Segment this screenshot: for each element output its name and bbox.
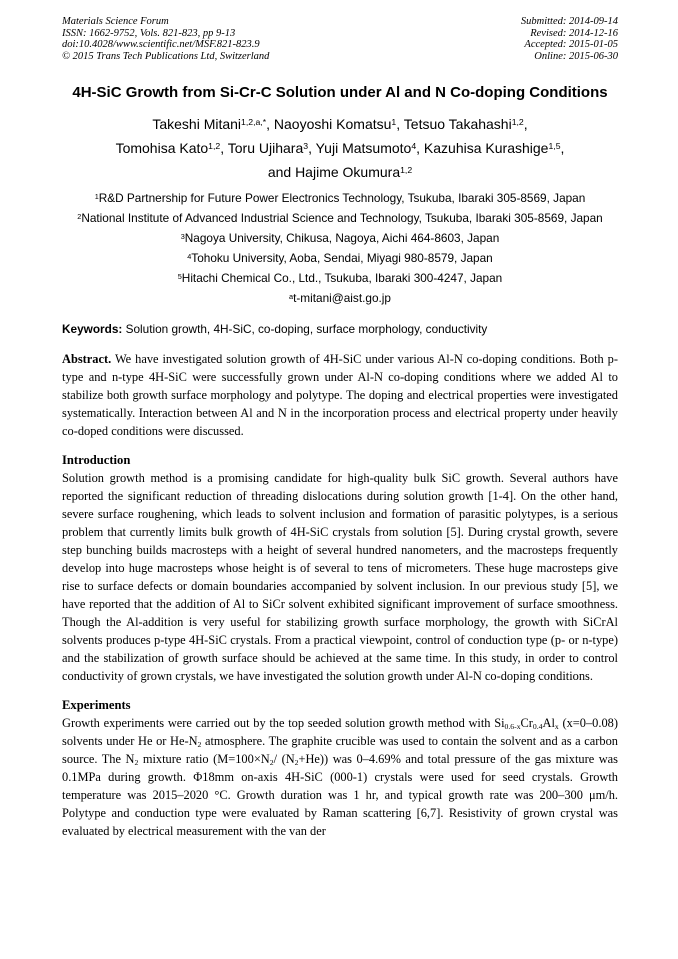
section-heading-experiments: Experiments	[62, 698, 131, 712]
keywords-line: Keywords: Solution growth, 4H-SiC, co-doping, surface morphology, conductivity	[62, 322, 488, 336]
affiliation-line: $^2$National Institute of Advanced Industrial Science and Technology, Tsukuba, Ibaraki 305-8569, Japan	[77, 211, 603, 225]
section-heading-introduction: Introduction	[62, 453, 131, 467]
journal-name: Materials Science Forum	[62, 16, 169, 27]
introduction-paragraph: Solution growth method is a promising candidate for high-quality bulk SiC growth. Several authors have reported the significant reduction of threading dislocations during solution growth [1-4]. On the other hand, severe surface roughening, which leads to solvent inclusion and formation of parasitic polytypes, is a serious problem that currently limits bulk growth of 4H-SiC crystals from solution [5]. During crystal growth, severe step bunching builds macrosteps with a height of several hundred nanometers, and the macrosteps frequently develop into huge macrosteps whose height is of several to tens of micrometers. These huge macrosteps give rise to surface defects or domain boundaries accompanied by solvent inclusion. In our previous study [5], we have reported that the addition of Al to SiCr solvent exhibited significant improvement of surface smoothness. Though the Al-addition is very useful for stabilizing growth surface morphology, the growth with SiCrAl solvents produces p-type 4H-SiC crystals. From a practical viewpoint, control of conduction type (p- or n-type) and the stabilization of growth surface should be achieved at the same time. In this study, in order to control conductivity of grown crystals, we have investigated the solution growth under Al-N co-doping conditions.	[62, 471, 618, 683]
authors-block	[62, 112, 618, 184]
paper-title: 4H-SiC Growth from Si-Cr-C Solution under Al and N Co-doping Conditions	[72, 84, 608, 101]
journal-doi: doi:10.4028/www.scientific.net/MSF.821-823.9	[62, 39, 260, 50]
affiliations-block	[62, 189, 618, 307]
author-email: $^a$t-mitani@aist.go.jp	[289, 291, 391, 305]
journal-issn-volume: ISSN: 1662-9752, Vols. 821-823, pp 9-13	[62, 27, 236, 39]
author-line: Takeshi Mitani$^{1,2,a,*}$, Naoyoshi Komatsu$^1$, Tetsuo Takahashi$^{1,2}$,	[152, 116, 528, 132]
affiliation-line: $^5$Hitachi Chemical Co., Ltd., Tsukuba, Ibaraki 300-4247, Japan	[177, 271, 503, 285]
affiliation-line: $^3$Nagoya University, Chikusa, Nagoya, Aichi 464-8603, Japan	[180, 231, 500, 245]
abstract-paragraph: Abstract. We have investigated solution growth of 4H-SiC under various Al-N co-doping conditions. Both p-type and n-type 4H-SiC were successfully grown under Al-N co-doping conditions where we added Al to stabilize both growth surface morphology and polytype. The doping and electrical properties were investigated systematically. Interaction between Al and N in the incorporation process and electrical property under heavily co-doped conditions were discussed.	[62, 352, 618, 438]
submitted-date: Submitted: 2014-09-14	[520, 16, 618, 27]
revised-date: Revised: 2014-12-16	[530, 27, 618, 39]
affiliation-line: $^1$R&D Partnership for Future Power Electronics Technology, Tsukuba, Ibaraki 305-8569, Japan	[94, 191, 586, 205]
journal-header	[62, 16, 618, 62]
online-date: Online: 2015-06-30	[534, 50, 618, 62]
affiliation-line: $^4$Tohoku University, Aoba, Sendai, Miyagi 980-8579, Japan	[187, 251, 493, 265]
author-line: and Hajime Okumura$^{1,2}$	[267, 164, 413, 180]
journal-copyright: © 2015 Trans Tech Publications Ltd, Switzerland	[62, 50, 270, 62]
author-line: Tomohisa Kato$^{1,2}$, Toru Ujihara$^3$, Yuji Matsumoto$^4$, Kazuhisa Kurashige$^{1,5}$,	[115, 140, 565, 156]
experiments-paragraph: Growth experiments were carried out by the top seeded solution growth method with $Si_{0.6-x}Cr_{0.4}Al_x$ (x=0–0.08) solvents under He or $He-N_2$ atmosphere. The graphite crucible was used to contain the solvent and as a carbon source. The $N_2$ mixture ratio ($M=100\times N_2/$ $(N_2+He)$) was 0–4.69% and total pressure of the gas mixture was 0.1MPa during growth. Φ18mm on-axis 4H-SiC (000-1) crystals were used for seed crystals. Growth temperature was 2015–2020 °C. Growth duration was 1 hr, and typical growth rate was 200–300 μm/h. Polytype and conduction type were evaluated by Raman scattering [6,7]. Resistivity of grown crystal was evaluated by electrical measurement with the van der	[62, 716, 618, 838]
submission-dates	[521, 16, 618, 62]
accepted-date: Accepted: 2015-01-05	[524, 39, 618, 50]
journal-info	[62, 16, 269, 62]
